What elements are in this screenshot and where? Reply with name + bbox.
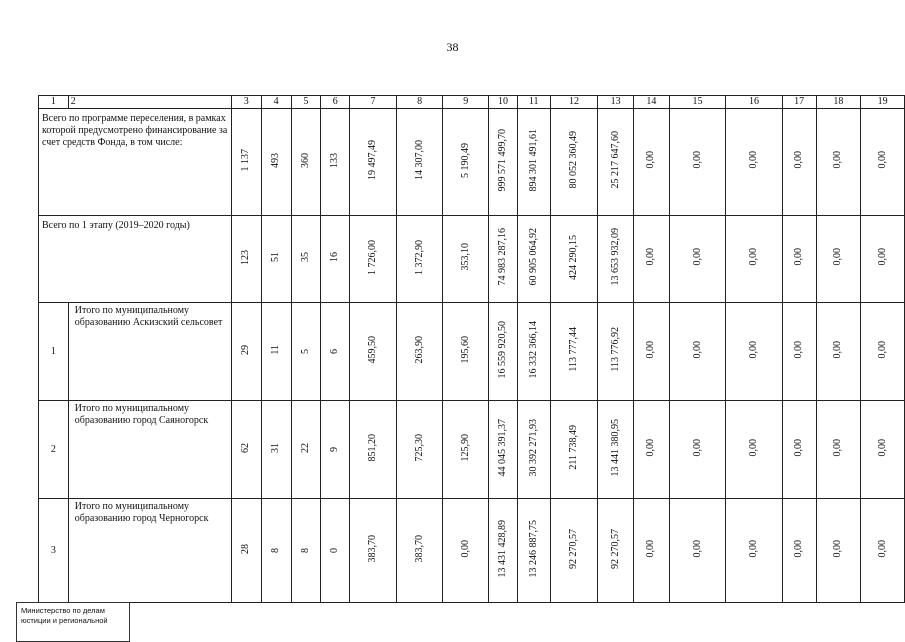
row-label: Всего по 1 этапу (2019–2020 годы) bbox=[39, 216, 232, 303]
cell-value: 353,10 bbox=[459, 243, 471, 271]
value-cell bbox=[861, 216, 905, 303]
cell-value: 62 bbox=[240, 442, 252, 453]
cell-value: 725,30 bbox=[413, 433, 425, 462]
cell-value: 80 052 360,49 bbox=[567, 131, 579, 189]
value-cell bbox=[396, 401, 443, 499]
cell-value: 31 bbox=[270, 442, 282, 453]
value-cell bbox=[816, 216, 861, 303]
cell-value: 493 bbox=[270, 152, 282, 168]
row-number: 2 bbox=[39, 401, 69, 499]
cell-value: 25 217 647,60 bbox=[609, 131, 621, 189]
value-cell bbox=[261, 303, 291, 401]
value-cell bbox=[598, 216, 634, 303]
column-header: 17 bbox=[782, 96, 816, 109]
value-cell bbox=[726, 303, 783, 401]
cell-value: 0,00 bbox=[748, 151, 760, 169]
ministry-stamp bbox=[16, 602, 130, 642]
column-header: 11 bbox=[517, 96, 550, 109]
cell-value: 16 332 366,14 bbox=[527, 320, 539, 379]
cell-value: 0,00 bbox=[832, 151, 844, 169]
cell-value: 383,70 bbox=[413, 534, 425, 563]
cell-value: 195,60 bbox=[459, 335, 471, 364]
value-cell bbox=[861, 401, 905, 499]
value-cell bbox=[816, 109, 861, 216]
row-label: Итого по муниципальному образованию Аскизский сельсовет bbox=[68, 303, 231, 401]
column-header: 13 bbox=[598, 96, 634, 109]
cell-value: 0,00 bbox=[793, 438, 805, 457]
value-cell bbox=[261, 109, 291, 216]
cell-value: 383,70 bbox=[366, 534, 378, 563]
cell-value: 0,00 bbox=[876, 151, 888, 169]
column-header: 1 bbox=[39, 96, 69, 109]
value-cell bbox=[261, 401, 291, 499]
cell-value: 0,00 bbox=[748, 340, 760, 359]
cell-value: 0,00 bbox=[645, 248, 657, 266]
cell-value: 0,00 bbox=[876, 340, 888, 359]
resettlement-finance-table bbox=[38, 95, 905, 603]
table-row bbox=[39, 303, 905, 401]
value-cell bbox=[517, 109, 550, 216]
value-cell bbox=[231, 109, 261, 216]
value-cell bbox=[261, 216, 291, 303]
value-cell bbox=[350, 216, 397, 303]
cell-value: 0,00 bbox=[459, 539, 471, 558]
value-cell bbox=[517, 303, 550, 401]
column-header: 7 bbox=[350, 96, 397, 109]
value-cell bbox=[861, 303, 905, 401]
value-cell bbox=[291, 216, 321, 303]
cell-value: 22 bbox=[299, 442, 311, 453]
table-row bbox=[39, 401, 905, 499]
cell-value: 0,00 bbox=[832, 539, 844, 558]
value-cell bbox=[634, 499, 670, 603]
value-cell bbox=[291, 401, 321, 499]
cell-value: 8 bbox=[299, 547, 311, 553]
stamp-line: Министерство по делам bbox=[21, 606, 105, 615]
cell-value: 0,00 bbox=[691, 151, 703, 169]
cell-value: 0,00 bbox=[645, 438, 657, 457]
value-cell bbox=[669, 216, 726, 303]
value-cell bbox=[396, 109, 443, 216]
value-cell bbox=[291, 499, 321, 603]
value-cell bbox=[816, 303, 861, 401]
cell-value: 60 905 064,92 bbox=[527, 228, 539, 286]
value-cell bbox=[782, 109, 816, 216]
cell-value: 13 246 887,75 bbox=[527, 519, 539, 578]
row-number: 1 bbox=[39, 303, 69, 401]
value-cell bbox=[782, 401, 816, 499]
stamp-line: юстиции и региональной bbox=[21, 616, 108, 625]
value-cell bbox=[489, 303, 518, 401]
value-cell bbox=[726, 499, 783, 603]
header-row bbox=[39, 96, 905, 109]
value-cell bbox=[443, 303, 489, 401]
cell-value: 360 bbox=[299, 152, 311, 168]
cell-value: 9 bbox=[329, 446, 341, 452]
cell-value: 19 497,49 bbox=[366, 140, 378, 180]
value-cell bbox=[782, 499, 816, 603]
value-cell bbox=[861, 499, 905, 603]
value-cell bbox=[669, 499, 726, 603]
value-cell bbox=[350, 499, 397, 603]
value-cell bbox=[517, 401, 550, 499]
cell-value: 0,00 bbox=[793, 340, 805, 359]
cell-value: 0,00 bbox=[691, 539, 703, 558]
column-header: 3 bbox=[231, 96, 261, 109]
value-cell bbox=[350, 303, 397, 401]
value-cell bbox=[669, 109, 726, 216]
column-header: 9 bbox=[443, 96, 489, 109]
column-header: 16 bbox=[726, 96, 783, 109]
value-cell bbox=[489, 401, 518, 499]
value-cell bbox=[726, 109, 783, 216]
value-cell bbox=[443, 499, 489, 603]
cell-value: 74 983 287,16 bbox=[496, 228, 508, 286]
cell-value: 1 372,90 bbox=[413, 239, 425, 275]
value-cell bbox=[634, 109, 670, 216]
cell-value: 0 bbox=[329, 547, 341, 553]
cell-value: 30 392 271,93 bbox=[527, 418, 539, 477]
row-label: Итого по муниципальному образованию город Черногорск bbox=[68, 499, 231, 603]
cell-value: 1 137 bbox=[240, 148, 252, 172]
cell-value: 459,50 bbox=[366, 335, 378, 364]
value-cell bbox=[726, 216, 783, 303]
value-cell bbox=[634, 216, 670, 303]
row-number: 3 bbox=[39, 499, 69, 603]
value-cell bbox=[517, 499, 550, 603]
value-cell bbox=[396, 303, 443, 401]
value-cell bbox=[321, 303, 350, 401]
cell-value: 894 301 491,61 bbox=[527, 128, 539, 192]
column-header: 10 bbox=[489, 96, 518, 109]
cell-value: 92 270,57 bbox=[609, 528, 621, 569]
cell-value: 29 bbox=[240, 344, 252, 355]
value-cell bbox=[291, 303, 321, 401]
value-cell bbox=[321, 401, 350, 499]
cell-value: 0,00 bbox=[748, 438, 760, 457]
row-label: Всего по программе переселения, в рамках которой предусмотрено финансирование за счет средств Фонда, в том числе: bbox=[39, 109, 232, 216]
cell-value: 0,00 bbox=[832, 340, 844, 359]
cell-value: 0,00 bbox=[691, 248, 703, 266]
value-cell bbox=[231, 303, 261, 401]
cell-value: 14 307,00 bbox=[413, 140, 425, 180]
cell-value: 263,90 bbox=[413, 335, 425, 364]
column-header: 14 bbox=[634, 96, 670, 109]
value-cell bbox=[489, 109, 518, 216]
column-header: 15 bbox=[669, 96, 726, 109]
cell-value: 0,00 bbox=[645, 340, 657, 359]
value-cell bbox=[669, 303, 726, 401]
cell-value: 0,00 bbox=[691, 340, 703, 359]
cell-value: 16 559 920,50 bbox=[496, 320, 508, 379]
cell-value: 0,00 bbox=[793, 151, 805, 169]
cell-value: 28 bbox=[240, 543, 252, 554]
value-cell bbox=[550, 401, 598, 499]
cell-value: 0,00 bbox=[832, 248, 844, 266]
cell-value: 0,00 bbox=[645, 539, 657, 558]
cell-value: 51 bbox=[270, 252, 282, 262]
value-cell bbox=[816, 401, 861, 499]
value-cell bbox=[396, 216, 443, 303]
value-cell bbox=[598, 499, 634, 603]
value-cell bbox=[443, 109, 489, 216]
cell-value: 1 726,00 bbox=[366, 239, 378, 275]
cell-value: 13 431 428,89 bbox=[496, 519, 508, 578]
cell-value: 0,00 bbox=[876, 539, 888, 558]
cell-value: 16 bbox=[329, 252, 341, 262]
cell-value: 0,00 bbox=[832, 438, 844, 457]
cell-value: 125,90 bbox=[459, 433, 471, 462]
value-cell bbox=[550, 303, 598, 401]
cell-value: 0,00 bbox=[793, 248, 805, 266]
value-cell bbox=[321, 109, 350, 216]
value-cell bbox=[350, 401, 397, 499]
cell-value: 133 bbox=[329, 152, 341, 168]
cell-value: 6 bbox=[329, 348, 341, 354]
cell-value: 44 045 391,37 bbox=[496, 418, 508, 477]
cell-value: 5 bbox=[299, 348, 311, 354]
table-row bbox=[39, 216, 905, 303]
row-label: Итого по муниципальному образованию город Саяногорск bbox=[68, 401, 231, 499]
value-cell bbox=[321, 499, 350, 603]
cell-value: 35 bbox=[299, 252, 311, 262]
value-cell bbox=[489, 216, 518, 303]
value-cell bbox=[517, 216, 550, 303]
value-cell bbox=[350, 109, 397, 216]
column-header: 2 bbox=[68, 96, 231, 109]
value-cell bbox=[598, 109, 634, 216]
value-cell bbox=[321, 216, 350, 303]
table-row bbox=[39, 109, 905, 216]
cell-value: 123 bbox=[240, 249, 252, 265]
value-cell bbox=[550, 109, 598, 216]
table-row bbox=[39, 499, 905, 603]
value-cell bbox=[443, 216, 489, 303]
cell-value: 113 777,44 bbox=[567, 327, 579, 372]
value-cell bbox=[782, 216, 816, 303]
cell-value: 999 571 499,70 bbox=[496, 128, 508, 192]
value-cell bbox=[231, 499, 261, 603]
page-number: 38 bbox=[446, 40, 459, 54]
column-header: 12 bbox=[550, 96, 598, 109]
column-header: 8 bbox=[396, 96, 443, 109]
column-header: 18 bbox=[816, 96, 861, 109]
value-cell bbox=[550, 499, 598, 603]
cell-value: 13 441 380,95 bbox=[609, 418, 621, 477]
value-cell bbox=[396, 499, 443, 603]
value-cell bbox=[861, 109, 905, 216]
value-cell bbox=[231, 216, 261, 303]
cell-value: 424 290,15 bbox=[567, 234, 579, 280]
value-cell bbox=[726, 401, 783, 499]
column-header: 6 bbox=[321, 96, 350, 109]
cell-value: 0,00 bbox=[748, 248, 760, 266]
value-cell bbox=[669, 401, 726, 499]
value-cell bbox=[816, 499, 861, 603]
value-cell bbox=[634, 401, 670, 499]
cell-value: 851,20 bbox=[366, 433, 378, 462]
value-cell bbox=[598, 303, 634, 401]
cell-value: 8 bbox=[270, 547, 282, 553]
value-cell bbox=[443, 401, 489, 499]
cell-value: 0,00 bbox=[748, 539, 760, 558]
cell-value: 92 270,57 bbox=[567, 528, 579, 569]
cell-value: 11 bbox=[270, 344, 282, 355]
column-header: 4 bbox=[261, 96, 291, 109]
cell-value: 13 653 932,09 bbox=[609, 228, 621, 286]
value-cell bbox=[489, 499, 518, 603]
value-cell bbox=[231, 401, 261, 499]
cell-value: 0,00 bbox=[876, 438, 888, 457]
cell-value: 0,00 bbox=[691, 438, 703, 457]
cell-value: 5 190,49 bbox=[459, 142, 471, 178]
value-cell bbox=[550, 216, 598, 303]
value-cell bbox=[634, 303, 670, 401]
cell-value: 113 776,92 bbox=[609, 327, 621, 372]
value-cell bbox=[782, 303, 816, 401]
value-cell bbox=[291, 109, 321, 216]
column-header: 19 bbox=[861, 96, 905, 109]
value-cell bbox=[598, 401, 634, 499]
cell-value: 0,00 bbox=[793, 539, 805, 558]
cell-value: 211 738,49 bbox=[567, 425, 579, 470]
cell-value: 0,00 bbox=[645, 151, 657, 169]
column-header: 5 bbox=[291, 96, 321, 109]
cell-value: 0,00 bbox=[876, 248, 888, 266]
value-cell bbox=[261, 499, 291, 603]
